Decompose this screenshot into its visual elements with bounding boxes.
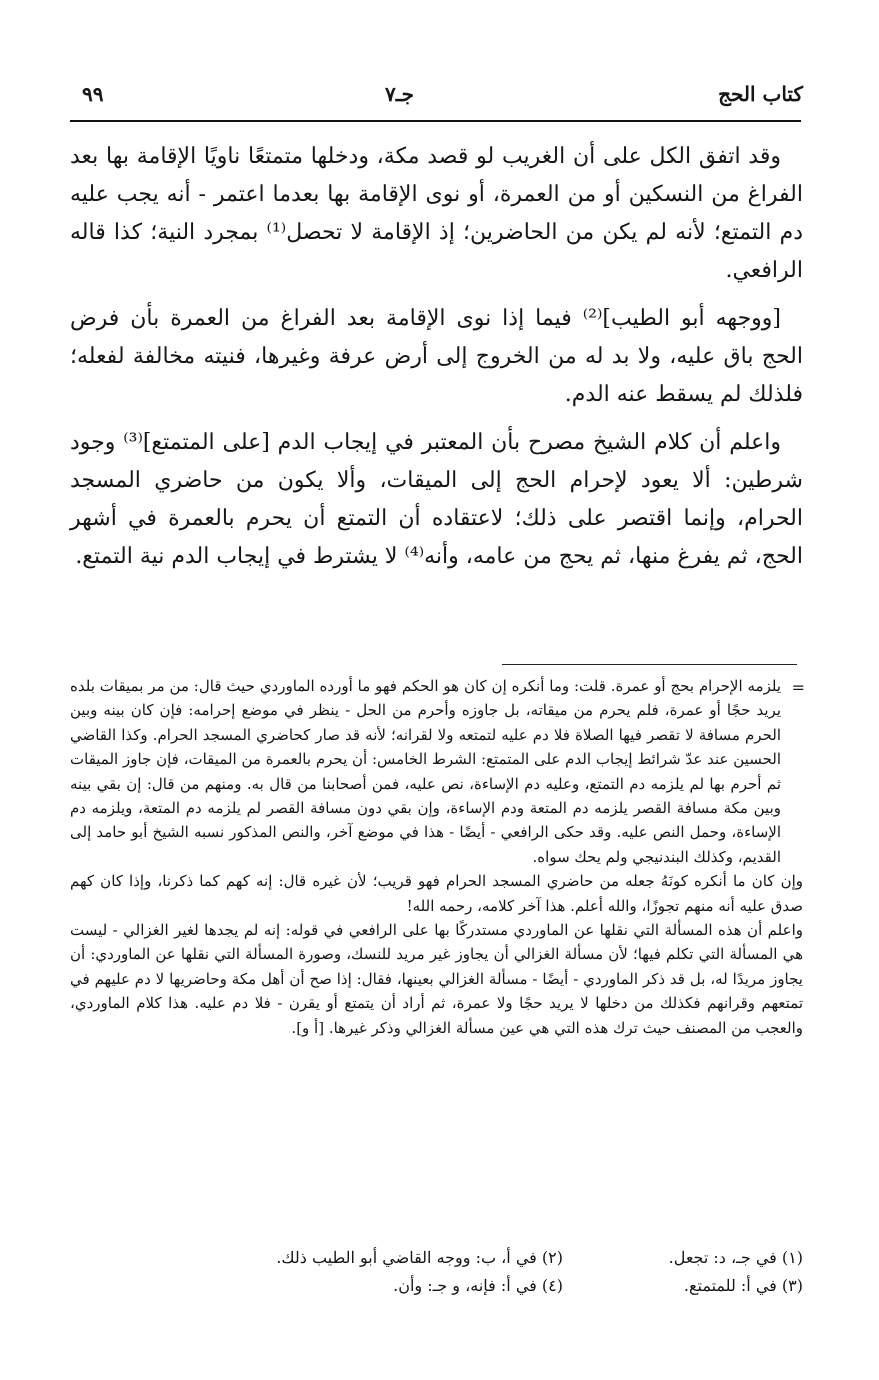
body-paragraph: [ووجهه أبو الطيب]⁽²⁾ فيما إذا نوى الإقامة بعد الفراغ من العمرة بأن فرض الحج باق عليه، ولا بد له من الخروج إلى أرض عرفة وغيرها، فنيته مخالفة لفعله؛ فلذلك لم يسقط عنه الدم. xyxy=(70,306,803,407)
footnote-list xyxy=(70,1244,803,1300)
page-number: ٩٩ xyxy=(82,82,104,106)
note-paragraph: واعلم أن هذه المسألة التي نقلها عن الماوردي مستدركًا بها على الرافعي في قوله: إنه لم يجدها لغير الغزالي - ليست هي المسألة التي تكلم فيها؛ لأن مسألة الغزالي أن يجاوز غير مريد للنسك، وصورة المسألة التي نقلها عن الماوردي: أن يجاوز مريدًا له، بل قد ذكر الماوردي - أيضًا - مسألة الغزالي بعينها، فقال: إذا صح أن أهل مكة وحاضريها لا دم عليهم في تمتعهم وقرانهم فكذلك من دخلها لا يريد حجًا ولا عمرة، ثم أراد أن يتمتع أو يقرن - فلا دم عليه. هذا كلام الماوردي، والعجب من المصنف حيث ترك هذه التي هي عين مسألة الغزالي وذكر غيرها. [أ و]. xyxy=(70,921,803,1037)
footnote-text: في أ، ب: ووجه القاضي أبو الطيب ذلك. xyxy=(276,1248,537,1267)
footnote-text: في جـ، د: تجعل. xyxy=(668,1248,777,1267)
footnote-item xyxy=(276,1244,563,1272)
note-paragraph: وإن كان ما أنكره كونَهُ جعله من حاضري المسجد الحرام فهو قريب؛ لأن غيره قال: إنه كهم كما ذكرنا، وإذا كان كهم صدق عليه أنه منهم تجوزًا، والله أعلم. هذا آخر كلامه، رحمه الله! xyxy=(70,872,803,915)
running-header xyxy=(70,82,803,116)
footnote-marker: (١) xyxy=(781,1248,803,1267)
body-paragraph: وقد اتفق الكل على أن الغريب لو قصد مكة، ودخلها متمتعًا ناويًا الإقامة بها بعد الفراغ من النسكين أو من العمرة، أو نوى الإقامة بها بعدما اعتمر - أنه يجب عليه دم التمتع؛ لأنه لم يكن من الحاضرين؛ إذ الإقامة لا تحصل⁽¹⁾ بمجرد النية؛ كذا قاله الرافعي. xyxy=(70,144,803,283)
header-divider xyxy=(70,120,801,122)
continuation-mark: = xyxy=(791,678,805,697)
note-paragraph: يلزمه الإحرام بحج أو عمرة. قلت: وما أنكره إن كان هو الحكم فهو ما أورده الماوردي حيث قال: من مر بميقات بلده يريد حجًا أو عمرة، فلم يحرم من ميقاته، بل جاوزه وأحرم من الحل - ينظر في موضع إحرامه: فإن كان بينه وبين الحرم مسافة لا تقصر فيها الصلاة فلا دم عليه لتمتعه ولا لقرانه؛ لأنه قد صار كحاضري المسجد الحرام. وكذا القاضي الحسين عند عدّ شرائط إيجاب الدم على المتمتع: الشرط الخامس: أن يحرم بالعمرة من الميقات، فإن جاوز الميقات ثم أحرم بها لم يلزمه دم التمتع، وعليه دم الإساءة، نص عليه، فمن أصحابنا من قال به. ومنهم من قال: إن بقي بينه وبين مكة مسافة القصر يلزمه دم المتعة ودم الإساءة، وإن بقي دون مسافة القصر لم يلزمه دم المتعة، ويلزمه دم الإساءة، وحمل النص عليه. وقد حكى الرافعي - أيضًا - هذا في موضع آخر، والنص المذكور نسبه الشيخ أبو حامد إلى القديم، وكذلك البندنيجي ولم يحك سواه. xyxy=(70,677,781,866)
footnote-item xyxy=(393,1272,563,1300)
footnote-row xyxy=(70,1272,803,1300)
footnote-text: في أ: للمتمتع. xyxy=(683,1276,777,1295)
footnote-item xyxy=(669,1244,803,1272)
footnote-divider xyxy=(502,664,797,665)
footnote-marker: (٤) xyxy=(541,1276,563,1295)
body-paragraph: واعلم أن كلام الشيخ مصرح بأن المعتبر في إيجاب الدم [على المتمتع]⁽³⁾ وجود شرطين: ألا يعود لإحرام الحج إلى الميقات، وألا يكون من حاضري المسجد الحرام، وإنما اقتصر على ذلك؛ لاعتقاده أن التمتع أن يحرم بالعمرة في أشهر الحج، ثم يفرغ منها، ثم يحج من عامه، وأنه⁽⁴⁾ لا يشترط في إيجاب الدم نية التمتع. xyxy=(70,430,803,569)
volume-label: جـ٧ xyxy=(385,82,414,106)
continued-notes xyxy=(70,674,803,1040)
main-text xyxy=(70,138,803,586)
footnote-marker: (٢) xyxy=(541,1248,563,1267)
footnote-item xyxy=(684,1272,803,1300)
footnote-text: في أ: فإنه، و جـ: وأن. xyxy=(393,1276,537,1295)
footnote-row xyxy=(70,1244,803,1272)
chapter-title: كتاب الحج xyxy=(718,82,803,106)
footnote-marker: (٣) xyxy=(781,1276,803,1295)
